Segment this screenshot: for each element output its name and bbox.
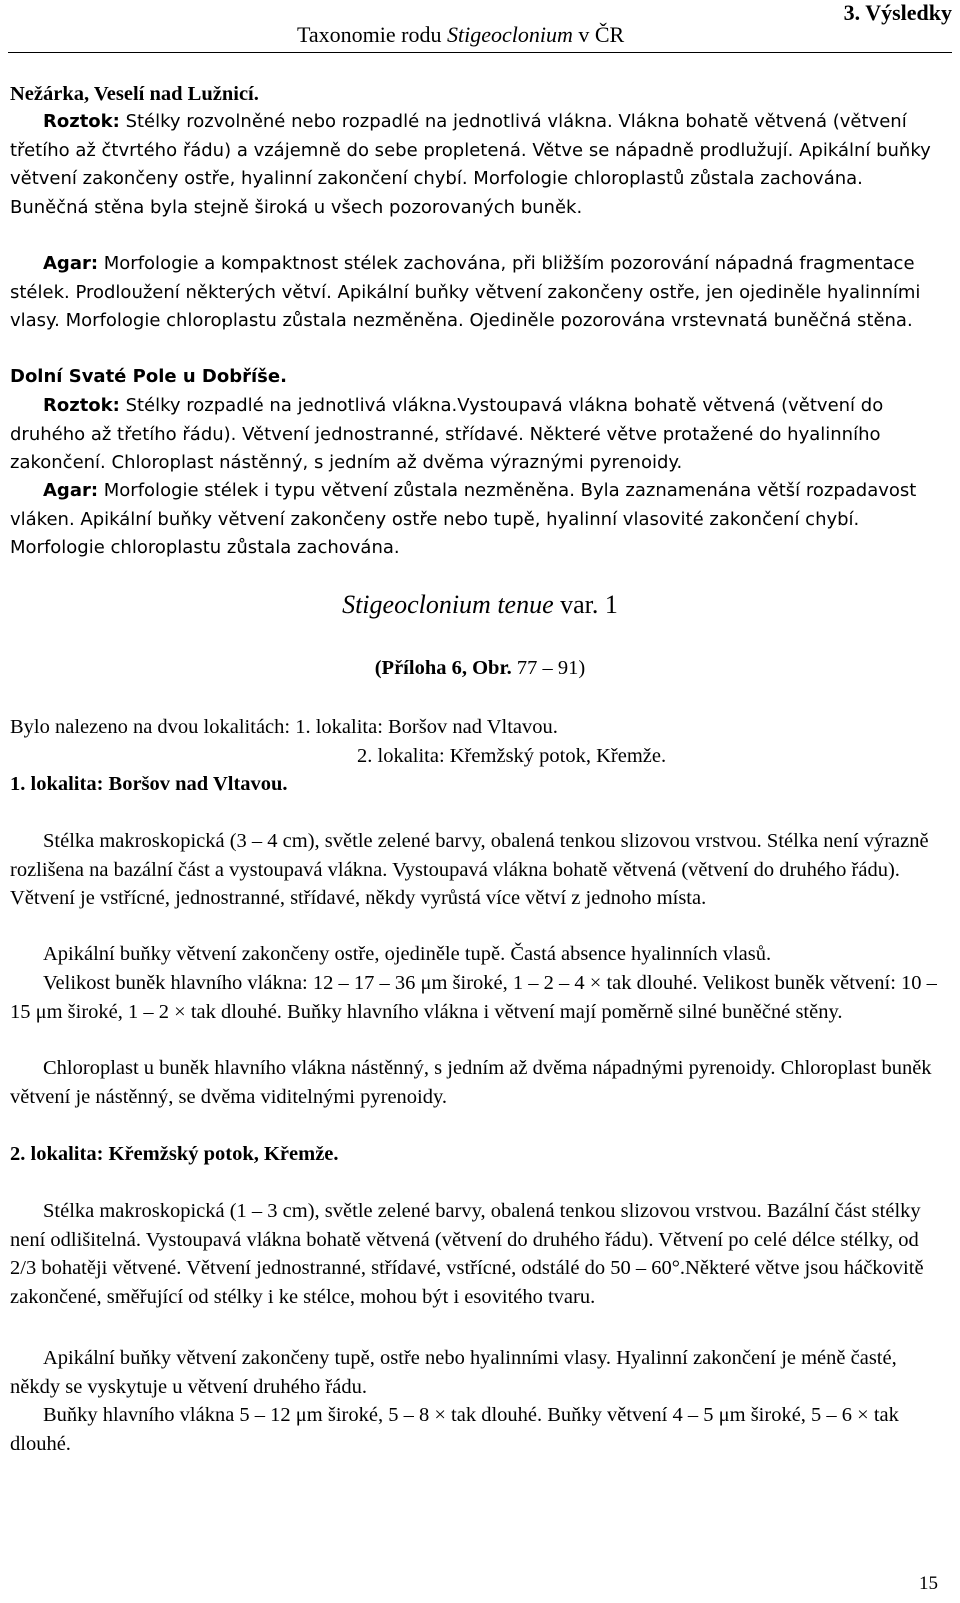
dolni-agar-paragraph (10, 477, 940, 563)
species-variety: var. 1 (553, 590, 618, 619)
nezarka-agar-paragraph (10, 250, 940, 336)
agar-text: Morfologie a kompaktnost stélek zachována, při bližším pozorování nápadná fragmentace stélek. Prodloužení některých větví. Apikální buňky větvení zakončeny ostře, jen ojediněle hyalinními vlasy. Morfologie chloroplastu zůstala nezměněna. Ojediněle pozorována vrstevnatá buněčná stěna. (10, 253, 921, 331)
locality-heading-dolni: Dolní Svaté Pole u Dobříše. (10, 366, 287, 387)
page-number: 15 (919, 1573, 938, 1594)
locality-1-cell-size: Velikost buněk hlavního vlákna: 12 – 17 – 36 μm široké, 1 – 2 – 4 × tak dlouhé. Velikost buněk větvení: 10 – 15 μm široké, 1 – 2 × tak dlouhé. Buňky hlavního vlákna i větvení mají poměrně silné buněčné stěny. (10, 972, 937, 1023)
header-title-prefix: Taxonomie rodu (297, 22, 447, 47)
appendix-bold: (Příloha 6, Obr. (374, 657, 512, 679)
header-title-suffix: v ČR (572, 22, 625, 47)
locality-2-heading: 2. lokalita: Křemžský potok, Křemže. (10, 1143, 339, 1165)
section-label: 3. Výsledky (843, 0, 952, 25)
header-title-genus: Stigeoclonium (446, 22, 573, 47)
found-line-1: Bylo nalezeno na dvou lokalitách: 1. lokalita: Boršov nad Vltavou. (10, 716, 558, 738)
locality-2-description: Stélka makroskopická (1 – 3 cm), světle zelené barvy, obalená tenkou slizovou vrstvou. Bazální část stélky není odlišitelná. Vystoupavá vlákna bohatě větvená (větvení do druhého řádu). Větvení po celé délce stélky, od 2/3 bohatěji větvené. Větvení jednostranné, střídavé, vstřícné, odstálé do 50 – 60°.Některé větve jsou háčkovitě zakončené, směřující od stélky i ke stélce, mohou být i esovitého tvaru. (10, 1200, 924, 1308)
dolni-roztok-paragraph (10, 392, 940, 478)
found-line-2: 2. lokalita: Křemžský potok, Křemže. (357, 745, 667, 767)
species-name: Stigeoclonium tenue (342, 590, 554, 619)
header-divider (8, 52, 952, 53)
locality-1-heading: 1. lokalita: Boršov nad Vltavou. (10, 773, 288, 795)
running-header-title (297, 22, 624, 48)
roztok-label: Roztok: (43, 395, 120, 416)
agar-text: Morfologie stélek i typu větvení zůstala nezměněna. Byla zaznamenána větší rozpadavost vláken. Apikální buňky větvení zakončeny ostře nebo tupě, hyalinní vlasovité zakončení chybí. Morfologie chloroplastu zůstala zachována. (10, 480, 917, 558)
roztok-text: Stélky rozpadlé na jednotlivá vlákna.Vystoupavá vlákna bohatě větvená (větvení do druhého až třetího řádu). Větvení jednostranné, střídavé. Některé větve protažené do hyalinního zakončení. Chloroplast nástěnný, s jedním až dvěma výraznými pyrenoidy. (10, 395, 884, 473)
appendix-figures: 77 – 91) (511, 657, 586, 679)
species-heading (0, 588, 960, 622)
roztok-text: Stélky rozvolněné nebo rozpadlé na jednotlivá vlákna. Vlákna bohatě větvená (větvení třetího až čtvrtého řádu) a vzájemně do sebe propletená. Větve se nápadně prodlužují. Apikální buňky větvení zakončeny ostře, hyalinní zakončení chybí. Morfologie chloroplastů zůstala zachována. Buněčná stěna byla stejně široká u všech pozorovaných buněk. (10, 111, 931, 218)
locality-1-description: Stélka makroskopická (3 – 4 cm), světle zelené barvy, obalená tenkou slizovou vrstvou. Stélka není výrazně rozlišena na bazální část a vystoupavá vlákna. Vystoupavá vlákna bohatě větvená (větvení do druhého řádu). Větvení je vstřícné, jednostranné, střídavé, někdy vyrůstá více větví z jednoho místa. (10, 830, 929, 909)
agar-label: Agar: (43, 480, 99, 501)
locality-heading-nezarka: Nežárka, Veselí nad Lužnicí. (10, 83, 259, 105)
locality-1-chloroplast: Chloroplast u buněk hlavního vlákna nástěnný, s jedním až dvěma nápadnými pyrenoidy. Chloroplast buněk větvení je nástěnný, se dvěma viditelnými pyrenoidy. (10, 1057, 932, 1108)
locality-2-cell-size: Buňky hlavního vlákna 5 – 12 μm široké, 5 – 8 × tak dlouhé. Buňky větvení 4 – 5 μm široké, 5 – 6 × tak dlouhé. (10, 1404, 899, 1455)
roztok-label: Roztok: (43, 111, 120, 132)
agar-label: Agar: (43, 253, 99, 274)
appendix-reference (0, 654, 960, 683)
locality-1-apical: Apikální buňky větvení zakončeny ostře, ojediněle tupě. Častá absence hyalinních vlasů. (43, 943, 772, 965)
nezarka-roztok-paragraph (10, 108, 940, 222)
locality-2-apical: Apikální buňky větvení zakončeny tupě, ostře nebo hyalinními vlasy. Hyalinní zakončení je méně časté, někdy se vyskytuje u větvení druhého řádu. (10, 1347, 897, 1398)
